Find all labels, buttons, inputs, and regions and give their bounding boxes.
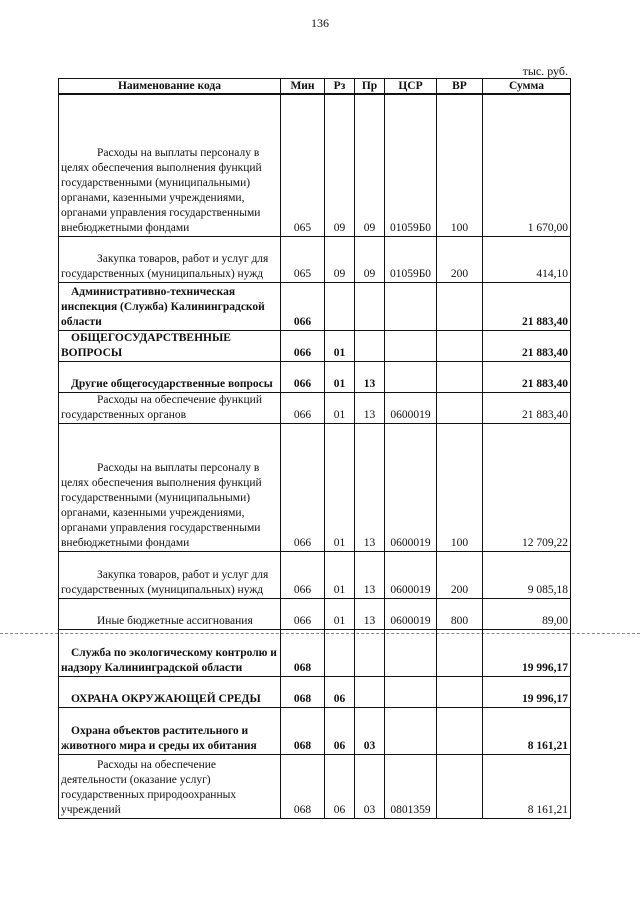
row-name-text: Расходы на выплаты персоналу в целях обеспечения выполнения функций государственными (муниципальными) органами, казенными учреждениями, органами управления государственными внебюджетными фондами xyxy=(61,146,262,234)
row-name-text: Закупка товаров, работ и услуг для государственных (муниципальных) нужд xyxy=(61,252,269,280)
row-name-text: Расходы на обеспечение деятельности (оказание услуг) государственных природоохранных учреждений xyxy=(61,758,237,816)
row-rz: 09 xyxy=(325,236,355,282)
row-vr: 100 xyxy=(437,423,483,551)
units-label: тыс. руб. xyxy=(522,64,568,78)
row-name-text: Служба по экологическому контролю и надзору Калининградской области xyxy=(61,646,277,674)
row-vr xyxy=(437,629,483,676)
table-row xyxy=(59,676,571,707)
row-min: 066 xyxy=(281,361,325,392)
row-csr: 0600019 xyxy=(385,598,437,629)
row-vr xyxy=(437,676,483,707)
row-rz xyxy=(325,629,355,676)
row-rz: 01 xyxy=(325,361,355,392)
row-rz: 01 xyxy=(325,598,355,629)
row-rz: 06 xyxy=(325,676,355,707)
row-min: 066 xyxy=(281,423,325,551)
row-name xyxy=(59,392,281,423)
header-csr: ЦСР xyxy=(385,79,437,95)
row-csr: 01059Б0 xyxy=(385,236,437,282)
row-min: 068 xyxy=(281,754,325,818)
row-pr: 13 xyxy=(355,551,385,598)
row-sum: 21 883,40 xyxy=(483,361,571,392)
row-name-text: Другие общегосударственные вопросы xyxy=(71,377,273,390)
table-row xyxy=(59,392,571,423)
row-name xyxy=(59,282,281,330)
row-sum: 414,10 xyxy=(483,236,571,282)
row-min: 066 xyxy=(281,282,325,330)
header-pr: Пр xyxy=(355,79,385,95)
row-pr: 03 xyxy=(355,754,385,818)
header-min: Мин xyxy=(281,79,325,95)
row-min: 065 xyxy=(281,94,325,236)
row-name xyxy=(59,361,281,392)
row-vr xyxy=(437,392,483,423)
row-name-text: Охрана объектов растительного и животного мира и среды их обитания xyxy=(61,724,257,752)
row-name xyxy=(59,707,281,754)
row-vr: 800 xyxy=(437,598,483,629)
table-row xyxy=(59,551,571,598)
row-name-text: Иные бюджетные ассигнования xyxy=(97,614,253,627)
row-csr xyxy=(385,629,437,676)
row-pr: 09 xyxy=(355,236,385,282)
row-name xyxy=(59,629,281,676)
row-csr xyxy=(385,282,437,330)
row-name-text: ОБЩЕГОСУДАРСТВЕННЫЕ ВОПРОСЫ xyxy=(61,331,231,359)
row-csr xyxy=(385,330,437,361)
table-row xyxy=(59,282,571,330)
row-vr xyxy=(437,707,483,754)
row-csr xyxy=(385,361,437,392)
table-row xyxy=(59,754,571,818)
row-min: 068 xyxy=(281,707,325,754)
row-sum: 8 161,21 xyxy=(483,754,571,818)
table-row xyxy=(59,94,571,236)
header-vr: ВР xyxy=(437,79,483,95)
table-header-row xyxy=(59,79,571,95)
row-pr xyxy=(355,629,385,676)
row-pr xyxy=(355,330,385,361)
row-csr xyxy=(385,676,437,707)
row-min: 066 xyxy=(281,392,325,423)
row-vr xyxy=(437,361,483,392)
row-rz: 01 xyxy=(325,330,355,361)
row-pr: 13 xyxy=(355,361,385,392)
row-vr xyxy=(437,754,483,818)
header-name: Наименование кода xyxy=(59,79,281,95)
row-name-text: ОХРАНА ОКРУЖАЮЩЕЙ СРЕДЫ xyxy=(71,692,261,705)
row-sum: 89,00 xyxy=(483,598,571,629)
row-min: 068 xyxy=(281,676,325,707)
row-rz: 06 xyxy=(325,707,355,754)
row-csr xyxy=(385,707,437,754)
row-sum: 1 670,00 xyxy=(483,94,571,236)
row-min: 068 xyxy=(281,629,325,676)
row-sum: 9 085,18 xyxy=(483,551,571,598)
row-name xyxy=(59,754,281,818)
row-csr: 0600019 xyxy=(385,423,437,551)
row-name xyxy=(59,598,281,629)
row-rz: 09 xyxy=(325,94,355,236)
row-sum: 21 883,40 xyxy=(483,282,571,330)
row-name xyxy=(59,94,281,236)
row-min: 066 xyxy=(281,330,325,361)
row-vr: 200 xyxy=(437,551,483,598)
row-pr: 13 xyxy=(355,598,385,629)
row-sum: 8 161,21 xyxy=(483,707,571,754)
row-name-text: Расходы на выплаты персоналу в целях обеспечения выполнения функций государственными (муниципальными) органами, казенными учреждениями, органами управления государственными внебюджетными фондами xyxy=(61,461,262,549)
row-name xyxy=(59,330,281,361)
budget-table xyxy=(58,78,571,819)
row-csr: 0600019 xyxy=(385,392,437,423)
table-row xyxy=(59,598,571,629)
row-pr: 03 xyxy=(355,707,385,754)
header-sum: Сумма xyxy=(483,79,571,95)
row-pr: 09 xyxy=(355,94,385,236)
row-vr xyxy=(437,330,483,361)
row-name xyxy=(59,676,281,707)
row-rz xyxy=(325,282,355,330)
row-csr: 0600019 xyxy=(385,551,437,598)
row-name xyxy=(59,236,281,282)
row-vr: 200 xyxy=(437,236,483,282)
table-row xyxy=(59,707,571,754)
row-rz: 01 xyxy=(325,423,355,551)
table-row xyxy=(59,361,571,392)
page-number: 136 xyxy=(311,16,329,30)
row-sum: 21 883,40 xyxy=(483,330,571,361)
row-csr: 01059Б0 xyxy=(385,94,437,236)
row-sum: 21 883,40 xyxy=(483,392,571,423)
row-min: 066 xyxy=(281,598,325,629)
row-name xyxy=(59,423,281,551)
row-pr: 13 xyxy=(355,392,385,423)
row-csr: 0801359 xyxy=(385,754,437,818)
row-rz: 01 xyxy=(325,392,355,423)
table-row xyxy=(59,629,571,676)
row-rz: 06 xyxy=(325,754,355,818)
row-min: 065 xyxy=(281,236,325,282)
row-rz: 01 xyxy=(325,551,355,598)
row-sum: 12 709,22 xyxy=(483,423,571,551)
row-pr: 13 xyxy=(355,423,385,551)
table-row xyxy=(59,330,571,361)
table-row xyxy=(59,423,571,551)
row-name xyxy=(59,551,281,598)
row-name-text: Закупка товаров, работ и услуг для государственных (муниципальных) нужд xyxy=(61,568,269,596)
row-name-text: Административно-техническая инспекция (Служба) Калининградской области xyxy=(61,285,265,328)
row-sum: 19 996,17 xyxy=(483,676,571,707)
row-pr xyxy=(355,282,385,330)
row-pr xyxy=(355,676,385,707)
row-vr xyxy=(437,282,483,330)
row-min: 066 xyxy=(281,551,325,598)
row-name-text: Расходы на обеспечение функций государственных органов xyxy=(61,393,262,421)
row-vr: 100 xyxy=(437,94,483,236)
table-row xyxy=(59,236,571,282)
row-sum: 19 996,17 xyxy=(483,629,571,676)
header-rz: Рз xyxy=(325,79,355,95)
